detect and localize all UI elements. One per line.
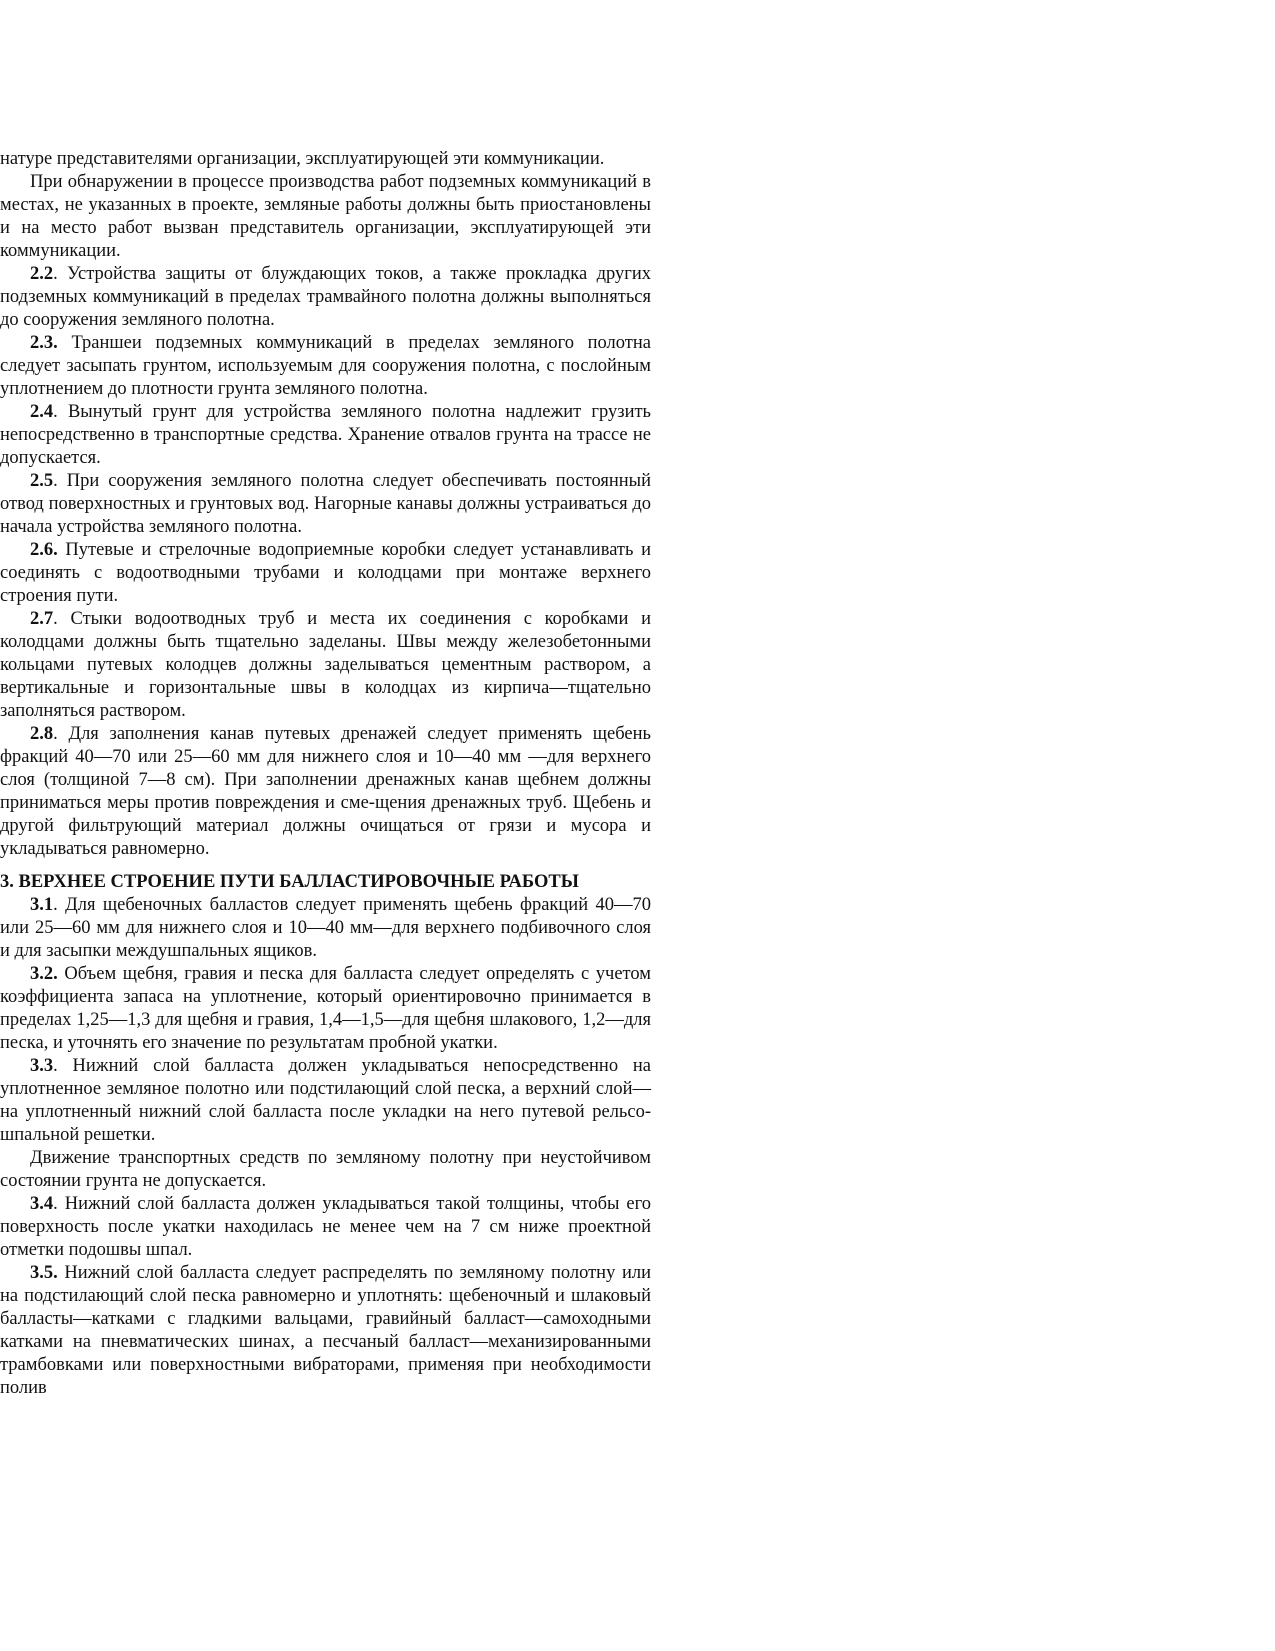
clause-number: 3.4 <box>30 1194 54 1214</box>
clause-number: 2.6. <box>30 540 58 560</box>
clause-number: 2.5 <box>30 471 54 491</box>
clause-text: . Устройства защиты от блуждающих токов, а также прокладка других подземных коммуникаций в пределах трамвайного полотна должны выполняться до сооружения земляного полотна. <box>0 264 651 330</box>
paragraph-text: натуре представителями организации, эксплуатирующей эти коммуникации. <box>0 149 605 169</box>
clause-3-4 <box>0 1193 651 1262</box>
clause-3-1 <box>0 894 651 963</box>
clause-text: Нижний слой балласта следует распределять по земляному полотну или на подстилающий слой песка равномерно и уплотнять: щебеночный и шлаковый балласты—катками с гладкими вальцами, гравийный балласт—самоходными катками на пневматических шинах, а песчаный балласт—механизированными трамбовками или поверхностными вибраторами, применяя при необходимости полив <box>0 1263 651 1398</box>
clause-text: . Нижний слой балласта должен укладываться непосредственно на уплотненное земляное полотно или подстилающий слой песка, а верхний слой—на уплотненный нижний слой балласта после укладки на него путевой рельсо-шпальной решетки. <box>0 1056 651 1145</box>
clause-number: 2.8 <box>30 724 54 744</box>
clause-3-5 <box>0 1262 651 1400</box>
clause-number: 2.3. <box>30 333 58 353</box>
paragraph-text: Движение транспортных средств по земляному полотну при неустойчивом состоянии грунта не допускается. <box>0 1148 651 1191</box>
clause-number: 3.5. <box>30 1263 58 1283</box>
clause-text: . Нижний слой балласта должен укладываться такой толщины, чтобы его поверхность после укатки находилась не менее чем на 7 см ниже проектной отметки подошвы шпал. <box>0 1194 651 1260</box>
clause-text: . Вынутый грунт для устройства земляного полотна надлежит грузить непосредственно в транспортные средства. Хранение отвалов грунта на трассе не допускается. <box>0 402 651 468</box>
clause-number: 3.2. <box>30 964 58 984</box>
section-heading: 3. ВЕРХНЕЕ СТРОЕНИЕ ПУТИ БАЛЛАСТИРОВОЧНЫЕ РАБОТЫ <box>0 872 579 892</box>
clause-text: . Для щебеночных балластов следует применять щебень фракций 40—70 или 25—60 мм для нижнего слоя и 10—40 мм—для верхнего подбивочного слоя и для засыпки междушпальных ящиков. <box>0 895 651 961</box>
clause-2-5 <box>0 470 651 539</box>
clause-text: . Для заполнения канав путевых дренажей следует применять щебень фракций 40—70 или 25—60 мм для нижнего слоя и 10—40 мм —для верхнего слоя (толщиной 7—8 см). При заполнении дренажных канав щебнем должны приниматься меры против повреждения и сме-щения дренажных труб. Щебень и другой фильтрующий материал должны очищаться от грязи и мусора и укладываться равномерно. <box>0 724 651 859</box>
clause-number: 2.7 <box>30 609 54 629</box>
clause-text: . При сооружения земляного полотна следует обеспечивать постоянный отвод поверхностных и грунтовых вод. Нагорные канавы должны устраиваться до начала устройства земляного полотна. <box>0 471 651 537</box>
clause-2-6 <box>0 539 651 608</box>
clause-text: Путевые и стрелочные водоприемные коробки следует устанавливать и соединять с водоотводными трубами и колодцами при монтаже верхнего строения пути. <box>0 540 651 606</box>
clause-number: 3.1 <box>30 895 54 915</box>
clause-3-2 <box>0 963 651 1055</box>
clause-number: 2.2 <box>30 264 54 284</box>
paragraph-discovery-of-utilities <box>0 171 651 263</box>
clause-text: . Стыки водоотводных труб и места их соединения с коробками и колодцами должны быть тщательно заделаны. Швы между железобетонными кольцами путевых колодцев должны заделываться цементным раствором, а вертикальные и горизонтальные швы в колодцах из кирпича—тщательно заполняться раствором. <box>0 609 651 721</box>
paragraph-continuation <box>0 148 651 171</box>
clause-text: Объем щебня, гравия и песка для балласта следует определять с учетом коэффициента запаса на уплотнение, который ориентировочно принимается в пределах 1,25—1,3 для щебня и гравия, 1,4—1,5—для щебня шлакового, 1,2—для песка, и уточнять его значение по результатам пробной укатки. <box>0 964 651 1053</box>
clause-2-2 <box>0 263 651 332</box>
clause-text: Траншеи подземных коммуникаций в пределах земляного полотна следует засыпать грунтом, используемым для сооружения полотна, с послойным уплотнением до плотности грунта земляного полотна. <box>0 333 651 399</box>
clause-2-8 <box>0 723 651 861</box>
paragraph-text: При обнаружении в процессе производства работ подземных коммуникаций в местах, не указанных в проекте, земляные работы должны быть приостановлены и на место работ вызван представитель организации, эксплуатирующей эти коммуникации. <box>0 172 651 261</box>
document-page <box>0 148 651 1400</box>
clause-number: 2.4 <box>30 402 54 422</box>
clause-2-4 <box>0 401 651 470</box>
clause-2-7 <box>0 608 651 723</box>
paragraph-traffic-restriction <box>0 1147 651 1193</box>
clause-3-3 <box>0 1055 651 1147</box>
clause-number: 3.3 <box>30 1056 54 1076</box>
clause-2-3 <box>0 332 651 401</box>
